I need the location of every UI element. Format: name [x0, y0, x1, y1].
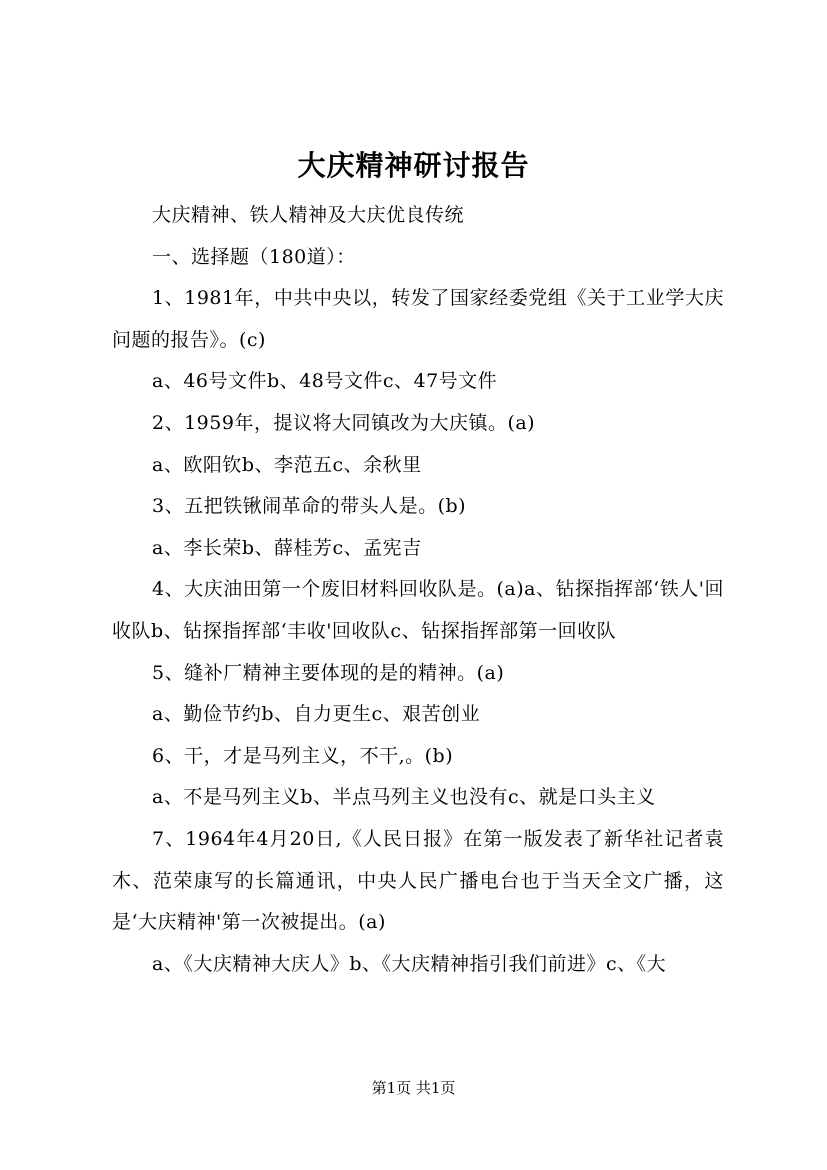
- paragraph: 2、1959年，提议将大同镇改为大庆镇。(a): [152, 411, 536, 434]
- paragraph: a、勤俭节约b、自力更生c、艰苦创业: [152, 703, 481, 726]
- paragraph: 3、五把铁锹闹革命的带头人是。(b): [152, 495, 467, 518]
- document-body: [112, 195, 724, 985]
- paragraph: 大庆精神、铁人精神及大庆优良传统: [152, 204, 465, 226]
- paragraph: a、46号文件b、48号文件c、47号文件: [152, 370, 498, 393]
- document-title: 大庆精神研讨报告: [297, 149, 530, 182]
- paragraph: 7、1964年4月20日,《人民日报》在第一版发表了新华社记者袁木、范荣康写的长篇通讯，中央人民广播电台也于当天全文广播，这是‘大庆精神'第一次被提出。(a): [112, 827, 724, 934]
- paragraph: 1、1981年，中共中央以，转发了国家经委党组《关于工业学大庆问题的报告》。(c): [112, 287, 724, 351]
- paragraph: 一、选择题（180道）：: [152, 245, 356, 268]
- paragraph: 5、缝补厂精神主要体现的是的精神。(a): [152, 661, 505, 684]
- paragraph: 4、大庆油田第一个废旧材料回收队是。(a)a、钻探指挥部‘铁人'回收队b、钻探指挥部‘丰收'回收队c、钻探指挥部第一回收队: [112, 578, 724, 642]
- paragraph: 6、干，才是马列主义，不干,。(b): [152, 744, 454, 767]
- paragraph: a、李长荣b、薛桂芳c、孟宪吉: [152, 536, 422, 559]
- paragraph: a、欧阳钦b、李范五c、余秋里: [152, 453, 422, 476]
- paragraph: a、《大庆精神大庆人》b、《大庆精神指引我们前进》c、《大: [152, 952, 667, 975]
- page-footer: 第1页 共1页: [371, 1079, 456, 1097]
- paragraph: a、不是马列主义b、半点马列主义也没有c、就是口头主义: [152, 786, 656, 809]
